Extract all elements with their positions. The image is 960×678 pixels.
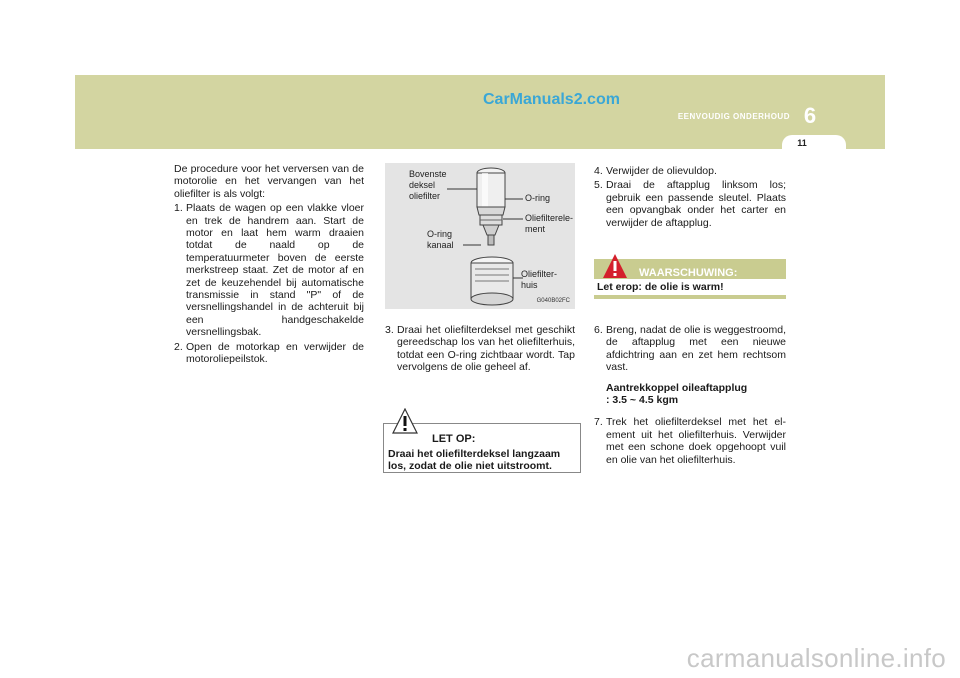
step-text: Open de motorkap en verwijder de motoroliepeilstok. — [186, 340, 364, 366]
footer-brand: carmanualsonline.info — [686, 643, 946, 673]
list-item — [594, 179, 786, 229]
column-3 — [594, 163, 786, 229]
caution-header — [384, 424, 580, 448]
list-item — [174, 202, 364, 338]
section-title: EENVOUDIG ONDERHOUD — [677, 112, 790, 121]
list-item — [594, 324, 786, 374]
warning-triangle-icon — [602, 253, 628, 279]
page-number: 11 — [797, 138, 807, 148]
warning-triangle-icon — [392, 408, 418, 434]
column-1 — [174, 163, 364, 366]
step-text: Draai het oliefilterdeksel met geschikt gereedschap los van het oliefilterhuis, totdat een O-ring zichtbaar wordt. Tap vervolgens de olie geheel af. — [397, 324, 575, 374]
list-item — [174, 341, 364, 366]
site-link[interactable]: CarManuals2.com — [483, 91, 620, 108]
warning-header — [594, 259, 786, 279]
step-number: 3. — [385, 324, 394, 336]
list-item — [385, 324, 575, 374]
step-text: Verwijder de olievuldop. — [606, 165, 717, 177]
caution-text: Draai het oliefilterdeksel langzaam los, zodat de olie niet uitstroomt. — [388, 448, 561, 472]
label-filter-housing: Oliefilter- huis — [521, 269, 558, 290]
step-text: Breng, nadat de olie is weggestroomd, de aftapplug met een nieuwe afdichtring aan en zet hem rechtsom vast. — [606, 324, 786, 374]
step-text: Trek het oliefilterdeksel met het el-ement uit het oliefilterhuis. Verwijder met een schone doek opgehoopt vuil en olie van het oliefilterhuis. — [606, 416, 786, 466]
oil-filter-figure — [385, 163, 575, 309]
step-number: 6. — [594, 324, 603, 336]
step-text: Draai de aftapplug linksom los; gebruik een passende sleutel. Plaats een opvangbak onder het carter en verwijder de aftapplug. — [606, 179, 786, 229]
torque-label: Aantrekkoppel oileaftapplug — [606, 381, 748, 394]
step-number: 4. — [594, 165, 603, 177]
list-item — [594, 165, 786, 177]
step-number: 7. — [594, 416, 603, 429]
caution-title: LET OP: — [432, 433, 476, 445]
column-2 — [385, 322, 575, 374]
figure-code: G040B02FC — [536, 298, 570, 304]
label-o-ring: O-ring — [525, 193, 551, 203]
list-item — [594, 416, 786, 466]
step-number: 1. — [174, 202, 183, 215]
warning-text: Let erop: de olie is warm! — [594, 279, 786, 295]
label-o-ring-channel: O-ring kanaal — [427, 229, 454, 250]
caution-box — [383, 423, 581, 473]
label-filter-element: Oliefilterele- ment — [525, 213, 574, 234]
torque-value: : 3.5 ~ 4.5 kgm — [606, 394, 679, 407]
step-number: 2. — [174, 340, 183, 353]
chapter-number: 6 — [803, 103, 817, 128]
column-3-lower — [594, 322, 786, 466]
warning-box — [594, 259, 786, 299]
label-top-cover: Bovenste deksel oliefilter — [409, 169, 447, 201]
step-text: Plaats de wagen op een vlakke vloer en trek de handrem aan. Start de motor en laat hem warm draaien totdat de naald op de temperatuurmeter boven de eerste merkstreep staat. Zet de motor af en zet de keuzehendel bij automatische transmissie in stand "P" of de versnellingshandel in de achteruit bij een handgeschakelde versnellingsbak. — [186, 202, 364, 339]
warning-title: WAARSCHUWING: — [639, 267, 738, 279]
intro-text: De procedure voor het verversen van de motorolie en het vervangen van het oliefilter is als volgt: — [174, 163, 364, 200]
step-number: 5. — [594, 179, 603, 192]
